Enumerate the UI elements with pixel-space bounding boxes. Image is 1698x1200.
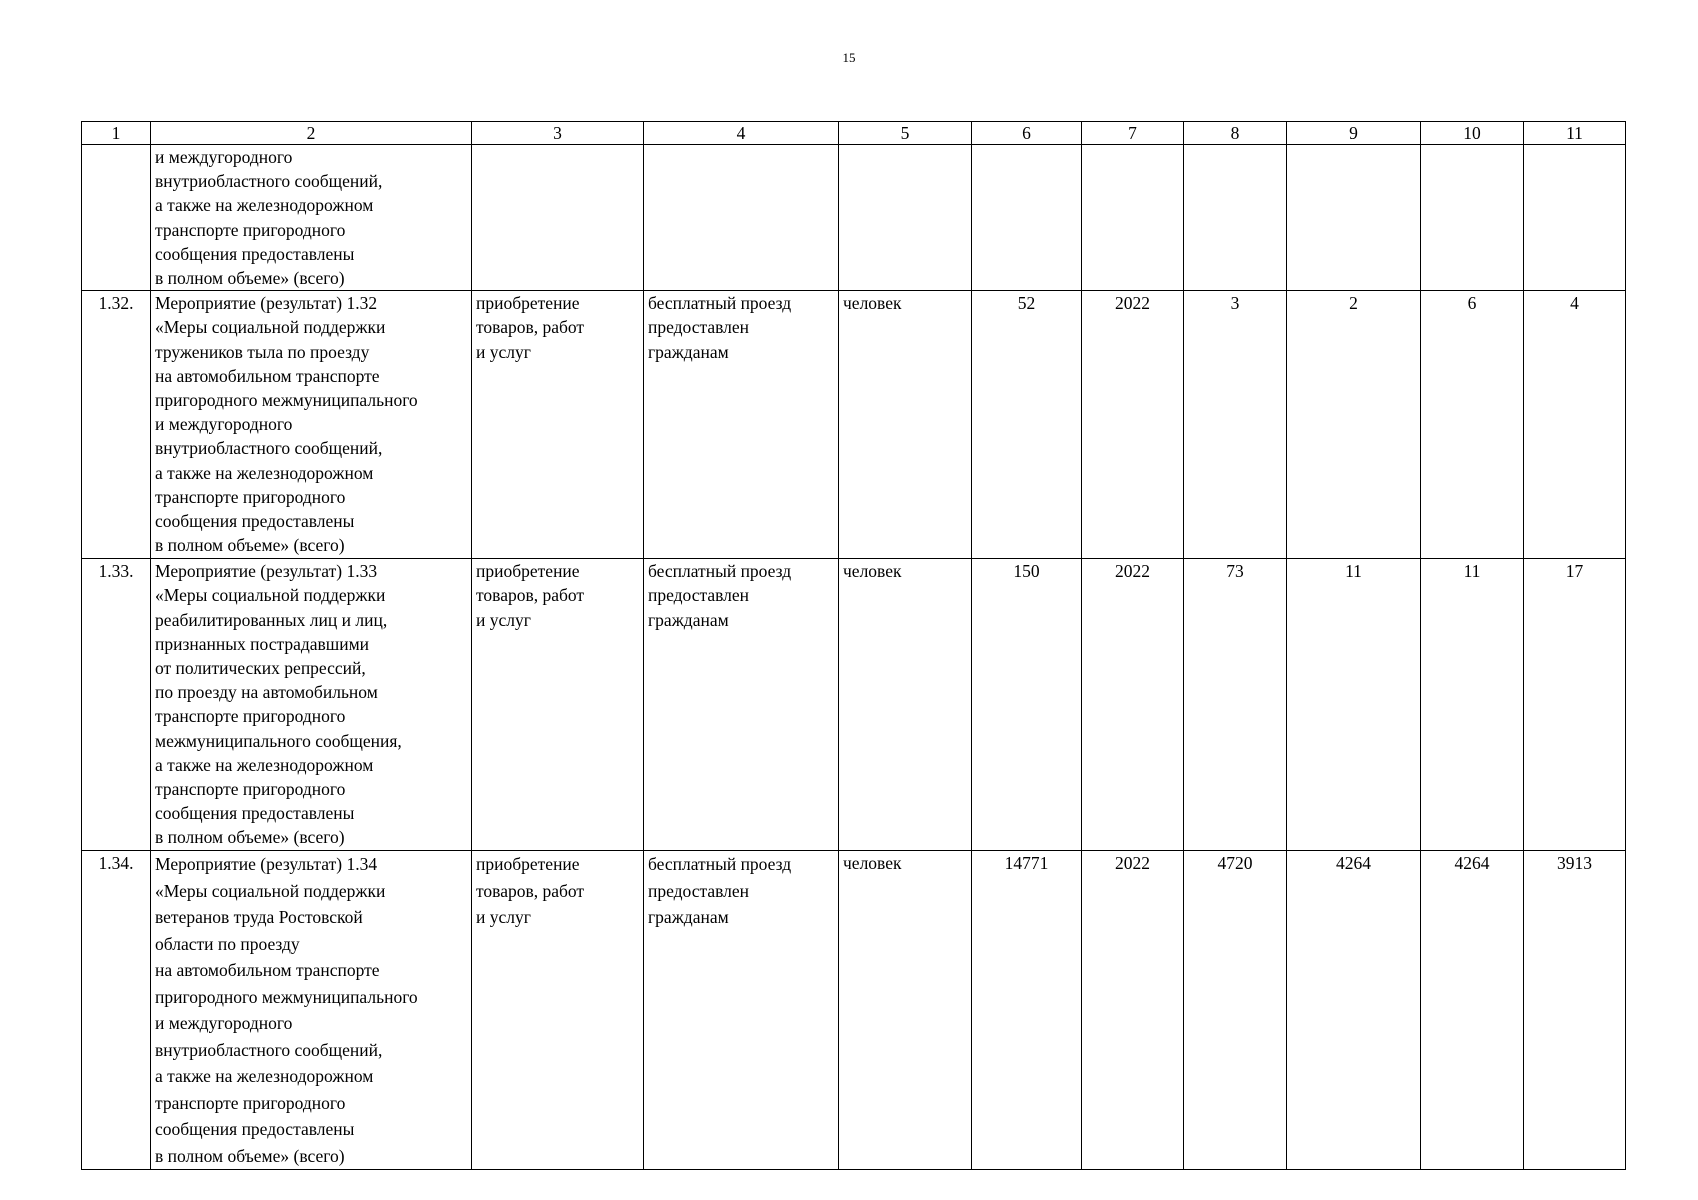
- header-cell: 4: [644, 122, 839, 145]
- cell-9: 4264: [1287, 851, 1421, 1170]
- header-cell: 1: [82, 122, 151, 145]
- cell-10: 6: [1421, 291, 1524, 559]
- page-number: 15: [842, 50, 856, 65]
- row-number: 1.33.: [82, 559, 151, 851]
- cell-6: 150: [972, 559, 1082, 851]
- result-description: бесплатный проезд предоставлен гражданам: [644, 559, 839, 851]
- cell-9: 2: [1287, 291, 1421, 559]
- header-cell: 6: [972, 122, 1082, 145]
- cell-10: 4264: [1421, 851, 1524, 1170]
- cell-4: [644, 145, 839, 291]
- measure-name: и междугородного внутриобластного сообщений, а также на железнодорожном транспорте пригородного сообщения предоставлены в полном объеме» (всего): [151, 145, 472, 291]
- header-cell: 10: [1421, 122, 1524, 145]
- cell-11: [1524, 145, 1626, 291]
- measures-table: [81, 121, 1626, 1170]
- cell-6: [972, 145, 1082, 291]
- expense-type: приобретение товаров, работ и услуг: [472, 291, 644, 559]
- cell-8: [1184, 145, 1287, 291]
- cell-10: 11: [1421, 559, 1524, 851]
- measure-name: Мероприятие (результат) 1.32 «Меры социальной поддержки тружеников тыла по проезду на автомобильном транспорте пригородного межмуниципального и междугородного внутриобластного сообщений, а также на железнодорожном транспорте пригородного сообщения предоставлены в полном объеме» (всего): [151, 291, 472, 559]
- measure-name: Мероприятие (результат) 1.34 «Меры социальной поддержки ветеранов труда Ростовской области по проезду на автомобильном транспорте пригородного межмуниципального и междугородного внутриобластного сообщений, а также на железнодорожном транспорте пригородного сообщения предоставлены в полном объеме» (всего): [151, 851, 472, 1170]
- table-row: [82, 145, 1626, 291]
- expense-type: приобретение товаров, работ и услуг: [472, 851, 644, 1170]
- table-row: [82, 851, 1626, 1170]
- row-number: 1.34.: [82, 851, 151, 1170]
- cell-11: 4: [1524, 291, 1626, 559]
- cell-8: 3: [1184, 291, 1287, 559]
- result-description: бесплатный проезд предоставлен гражданам: [644, 291, 839, 559]
- cell-6: 52: [972, 291, 1082, 559]
- header-cell: 3: [472, 122, 644, 145]
- cell-5: [839, 145, 972, 291]
- row-number: [82, 145, 151, 291]
- unit: человек: [839, 559, 972, 851]
- header-cell: 8: [1184, 122, 1287, 145]
- cell-7: 2022: [1082, 559, 1184, 851]
- header-cell: 7: [1082, 122, 1184, 145]
- table-header-row: [82, 122, 1626, 145]
- cell-7: [1082, 145, 1184, 291]
- header-cell: 11: [1524, 122, 1626, 145]
- row-number: 1.32.: [82, 291, 151, 559]
- header-cell: 2: [151, 122, 472, 145]
- header-cell: 5: [839, 122, 972, 145]
- table-row: [82, 291, 1626, 559]
- cell-7: 2022: [1082, 851, 1184, 1170]
- cell-8: 4720: [1184, 851, 1287, 1170]
- header-cell: 9: [1287, 122, 1421, 145]
- cell-10: [1421, 145, 1524, 291]
- cell-11: 3913: [1524, 851, 1626, 1170]
- cell-3: [472, 145, 644, 291]
- cell-11: 17: [1524, 559, 1626, 851]
- cell-7: 2022: [1082, 291, 1184, 559]
- expense-type: приобретение товаров, работ и услуг: [472, 559, 644, 851]
- unit: человек: [839, 291, 972, 559]
- cell-8: 73: [1184, 559, 1287, 851]
- cell-9: [1287, 145, 1421, 291]
- cell-6: 14771: [972, 851, 1082, 1170]
- cell-9: 11: [1287, 559, 1421, 851]
- result-description: бесплатный проезд предоставлен гражданам: [644, 851, 839, 1170]
- unit: человек: [839, 851, 972, 1170]
- measure-name: Мероприятие (результат) 1.33 «Меры социальной поддержки реабилитированных лиц и лиц, признанных пострадавшими от политических репрессий, по проезду на автомобильном транспорте пригородного межмуниципального сообщения, а также на железнодорожном транспорте пригородного сообщения предоставлены в полном объеме» (всего): [151, 559, 472, 851]
- table-row: [82, 559, 1626, 851]
